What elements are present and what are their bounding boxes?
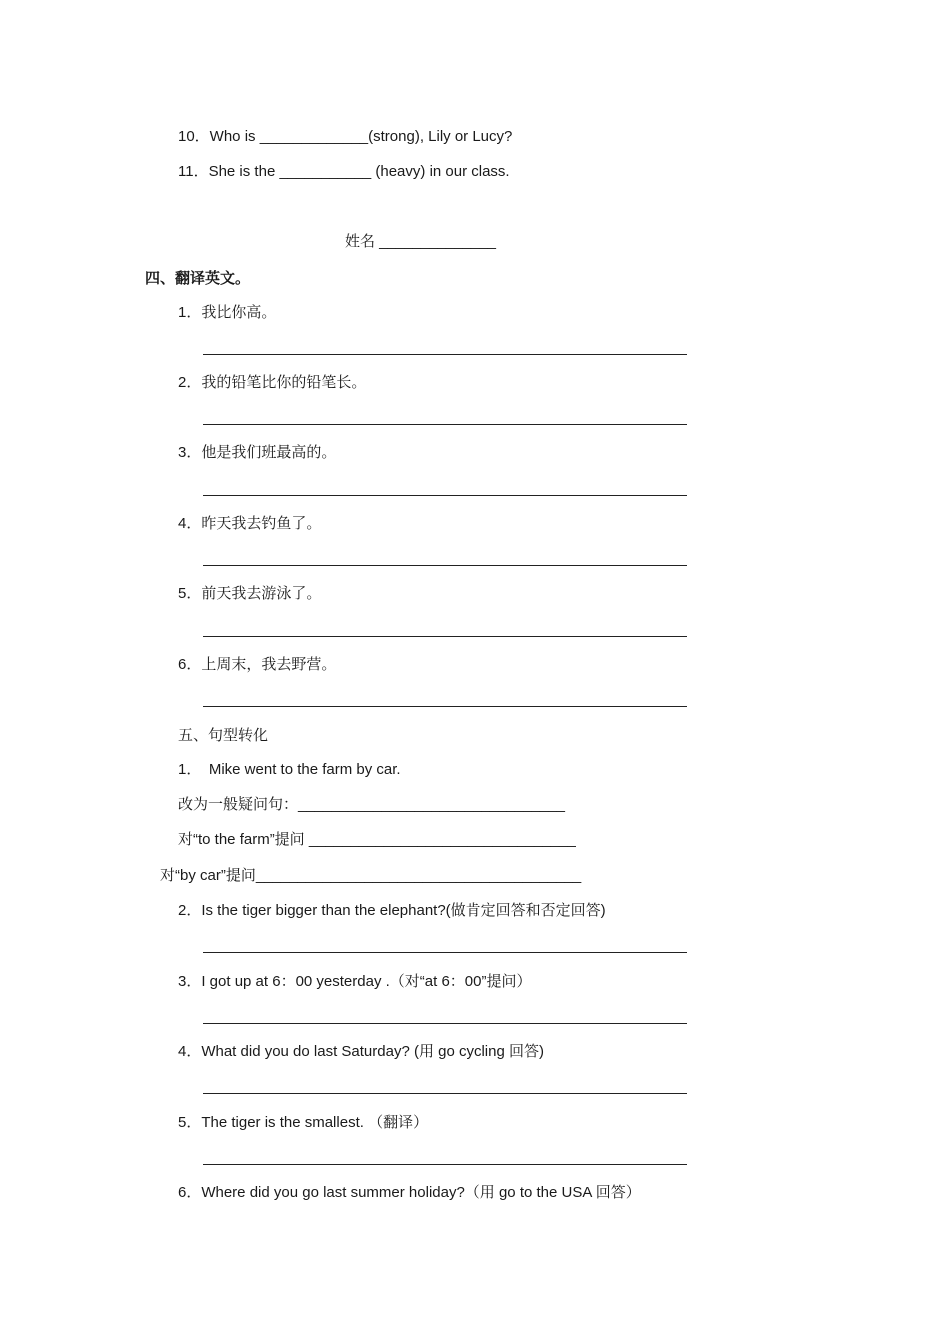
translate-item-6: 6．上周末，我去野营。 — [178, 656, 337, 673]
answer-line — [203, 1023, 687, 1024]
name-field: 姓名 ______________ — [345, 233, 496, 250]
transform-item-5: 5．The tiger is the smallest. （翻译） — [178, 1114, 429, 1131]
section5-heading: 五、句型转化 — [178, 727, 269, 744]
answer-line — [203, 636, 687, 637]
answer-line — [203, 1164, 687, 1165]
transform-item-1-how: 对“by car”提问_______________________________________ — [160, 867, 582, 884]
answer-line — [203, 424, 687, 425]
translate-item-5: 5．前天我去游泳了。 — [178, 585, 322, 602]
translate-item-4: 4．昨天我去钓鱼了。 — [178, 515, 322, 532]
answer-line — [203, 952, 687, 953]
question-11: 11．She is the ___________ (heavy) in our class. — [178, 163, 510, 180]
transform-item-1: 1． Mike went to the farm by car. — [178, 761, 401, 778]
translate-item-3: 3．他是我们班最高的。 — [178, 444, 337, 461]
transform-item-3: 3．I got up at 6：00 yesterday .（对“at 6：00”提问） — [178, 973, 532, 990]
answer-line — [203, 1093, 687, 1094]
answer-line — [203, 495, 687, 496]
question-10: 10．Who is _____________(strong), Lily or Lucy? — [178, 128, 513, 145]
answer-line — [203, 565, 687, 566]
translate-item-2: 2．我的铅笔比你的铅笔长。 — [178, 374, 367, 391]
transform-item-6: 6．Where did you go last summer holiday?（用 go to the USA 回答） — [178, 1184, 641, 1201]
answer-line — [203, 354, 687, 355]
transform-item-1-yesno: 改为一般疑问句：________________________________ — [178, 796, 565, 813]
transform-item-2: 2．Is the tiger bigger than the elephant?(做肯定回答和否定回答) — [178, 902, 606, 919]
answer-line — [203, 706, 687, 707]
transform-item-4: 4．What did you do last Saturday? (用 go cycling 回答) — [178, 1043, 544, 1060]
transform-item-1-where: 对“to the farm”提问 ________________________________ — [178, 831, 576, 848]
section4-heading: 四、翻译英文。 — [145, 270, 251, 287]
translate-item-1: 1．我比你高。 — [178, 304, 277, 321]
